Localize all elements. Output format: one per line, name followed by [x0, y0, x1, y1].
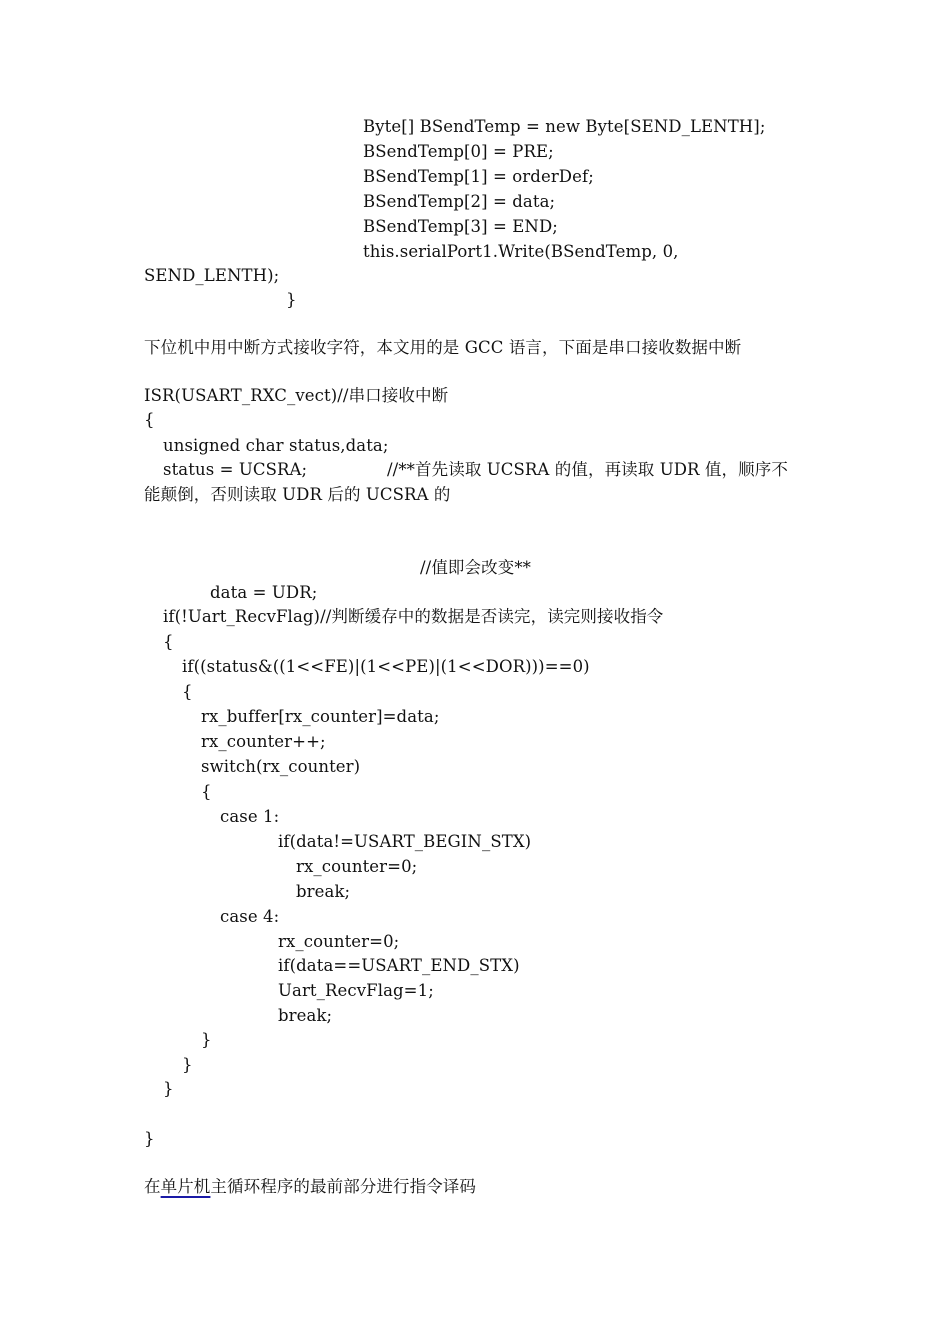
code-line: Uart_RecvFlag=1;	[278, 981, 434, 1000]
code-line: unsigned char status,data;	[163, 436, 389, 455]
code-line: status = UCSRA;	[163, 460, 308, 479]
code-line: BSendTemp[2] = data;	[363, 192, 556, 211]
code-line: }	[201, 1030, 212, 1049]
code-line: if(data!=USART_BEGIN_STX)	[278, 832, 532, 851]
code-line: rx_counter=0;	[278, 932, 400, 951]
code-line: {	[182, 682, 193, 701]
code-line: rx_counter=0;	[296, 857, 418, 876]
code-line: }	[182, 1055, 193, 1074]
code-comment: //**首先读取 UCSRA 的值，再读取 UDR 值，顺序不	[387, 460, 788, 479]
code-comment: 能颠倒，否则读取 UDR 后的 UCSRA 的	[144, 485, 451, 504]
code-line: case 4:	[220, 907, 280, 926]
para2-suffix: 主循环程序的最前部分进行指令译码	[210, 1177, 477, 1196]
code-line: {	[163, 632, 174, 651]
code-line: BSendTemp[0] = PRE;	[363, 142, 554, 161]
code-line: rx_counter++;	[201, 732, 326, 751]
code-line: rx_buffer[rx_counter]=data;	[201, 707, 440, 726]
code-line: this.serialPort1.Write(BSendTemp, 0,	[363, 242, 679, 261]
code-line: }	[144, 1129, 155, 1148]
code-line: case 1:	[220, 807, 280, 826]
code-line: data = UDR;	[210, 583, 318, 602]
code-line: }	[286, 290, 297, 309]
code-line: {	[144, 410, 155, 429]
code-line: }	[163, 1079, 174, 1098]
code-line: if(!Uart_RecvFlag)//判断缓存中的数据是否读完，读完则接收指令	[163, 607, 664, 626]
code-line: {	[201, 782, 212, 801]
body-paragraph: 下位机中用中断方式接收字符，本文用的是 GCC 语言，下面是串口接收数据中断	[144, 338, 742, 357]
code-line: break;	[296, 882, 351, 901]
code-line: break;	[278, 1006, 333, 1025]
code-line: BSendTemp[3] = END;	[363, 217, 558, 236]
para2-prefix: 在	[144, 1177, 161, 1196]
body-paragraph-2	[144, 1177, 476, 1197]
microcontroller-link[interactable]: 单片机	[160, 1177, 211, 1196]
code-comment: //值即会改变**	[420, 558, 532, 577]
code-line: SEND_LENTH);	[144, 266, 280, 285]
code-line: if((status&((1<<FE)|(1<<PE)|(1<<DOR)))==0)	[182, 657, 590, 676]
code-line: BSendTemp[1] = orderDef;	[363, 167, 594, 186]
code-line: if(data==USART_END_STX)	[278, 956, 520, 975]
code-line: Byte[] BSendTemp = new Byte[SEND_LENTH];	[363, 117, 766, 136]
code-line: switch(rx_counter)	[201, 757, 361, 776]
code-line: ISR(USART_RXC_vect)//串口接收中断	[144, 386, 449, 405]
